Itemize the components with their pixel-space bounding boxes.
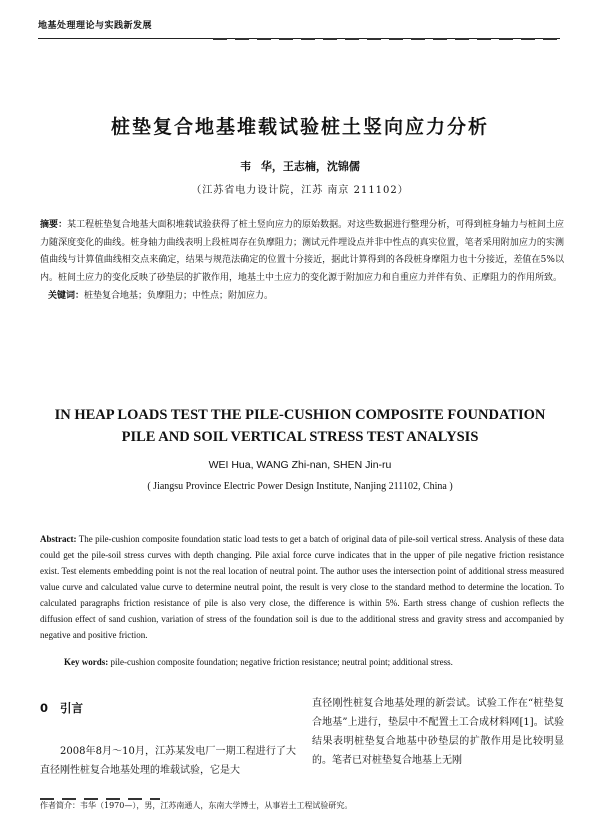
- paper-title-cn: 桩垫复合地基堆载试验桩土竖向应力分析: [110, 116, 489, 138]
- keywords-cn-text: 桩垫复合地基；负摩阻力；中性点；附加应力。: [84, 291, 274, 301]
- abstract-cn: [40, 217, 564, 287]
- keywords-en-text: pile-cushion composite foundation; negative friction resistance; neutral point; additional stress.: [110, 657, 453, 667]
- paper-title-en: [0, 404, 600, 448]
- author-footnote: 作者简介：韦华（1970—），男，江苏南通人，东南大学博士，从事岩土工程试验研究。: [40, 801, 353, 810]
- authors-en: WEI Hua, WANG Zhi-nan, SHEN Jin-ru: [208, 459, 392, 471]
- journal-section-title: 地基处理理论与实践新发展: [38, 21, 153, 31]
- keywords-cn: [48, 288, 564, 305]
- keywords-en-label: Key words:: [64, 657, 109, 667]
- abstract-en: [40, 531, 564, 643]
- section-heading-introduction: 0 引言: [40, 701, 84, 715]
- abstract-en-label: Abstract:: [40, 534, 77, 544]
- abstract-cn-label: 摘要：: [40, 220, 68, 230]
- running-header: [38, 12, 560, 39]
- affiliation-en: ( Jiangsu Province Electric Power Design Institute, Nanjing 211102, China ): [147, 481, 453, 492]
- intro-paragraph-left: 2008年8月～10月，江苏某发电厂一期工程进行了大直径刚性桩复合地基处理的堆载试验，它是大: [40, 746, 296, 776]
- affiliation-cn: （江苏省电力设计院，江苏 南京 211102）: [191, 185, 409, 196]
- keywords-cn-label: 关键词：: [48, 291, 85, 301]
- header-dash-rule: [213, 38, 560, 40]
- abstract-cn-text: 某工程桩垫复合地基大面积堆载试验获得了桩土竖向应力的原始数据。对这些数据进行整理分析，可得到桩身轴力与桩间土应力随深度变化的曲线。桩身轴力曲线表明上段桩周存在负摩阻力；测试元件埋设点并非中性点的真实位置，笔者采用附加应力的实测值曲线与计算值曲线相交点来确定，结果与规范法确定的位置十分接近，据此计算得到的各段桩身摩阻力也十分接近，差值在5%以内。桩间土应力的变化反映了砂垫层的扩散作用，地基土中土应力的变化源于附加应力和自重应力并伴有负、正摩阻力的作用所致。: [40, 220, 564, 283]
- paper-title-en-line1: IN HEAP LOADS TEST THE PILE-CUSHION COMPOSITE FOUNDATION: [54, 407, 546, 423]
- keywords-en: [64, 654, 564, 670]
- body-column-right: [312, 692, 564, 770]
- intro-paragraph-right: 直径刚性桩复合地基处理的新尝试。试验工作在“桩垫复合地基”上进行，垫层中不配置土工合成材料网[1]。试验结果表明桩垫复合地基中砂垫层的扩散作用是比较明显的。笔者已对桩垫复合地基上无刚: [312, 698, 564, 766]
- authors-cn: 韦 华，王志楠，沈锦儒: [240, 160, 360, 173]
- abstract-en-text: The pile-cushion composite foundation static load tests to get a batch of original data of pile-soil vertical stress. Analysis of these data could get the pile-soil stress curves with depth changing. Pile axial force curve indicates that in the upper of pile negative friction resistance exist. Test elements embedding point is not the real location of neutral point. The author uses the intersection point of additional stress measured value curve and calculated value curve to determine neutral point, the result is very close to the standard method to determine the location. To calculated paragraphs friction resistance of pile is also very close, the difference is within 5%. Earth stress change of cushion reflects the diffusion effect of sand cushion, variation of stress of the foundation soil is due to the additional stress and gravity stress and accompanied by negative and positive friction.: [40, 534, 565, 640]
- body-column-left: [40, 692, 296, 780]
- paper-title-en-line2: PILE AND SOIL VERTICAL STRESS TEST ANALYSIS: [121, 429, 479, 445]
